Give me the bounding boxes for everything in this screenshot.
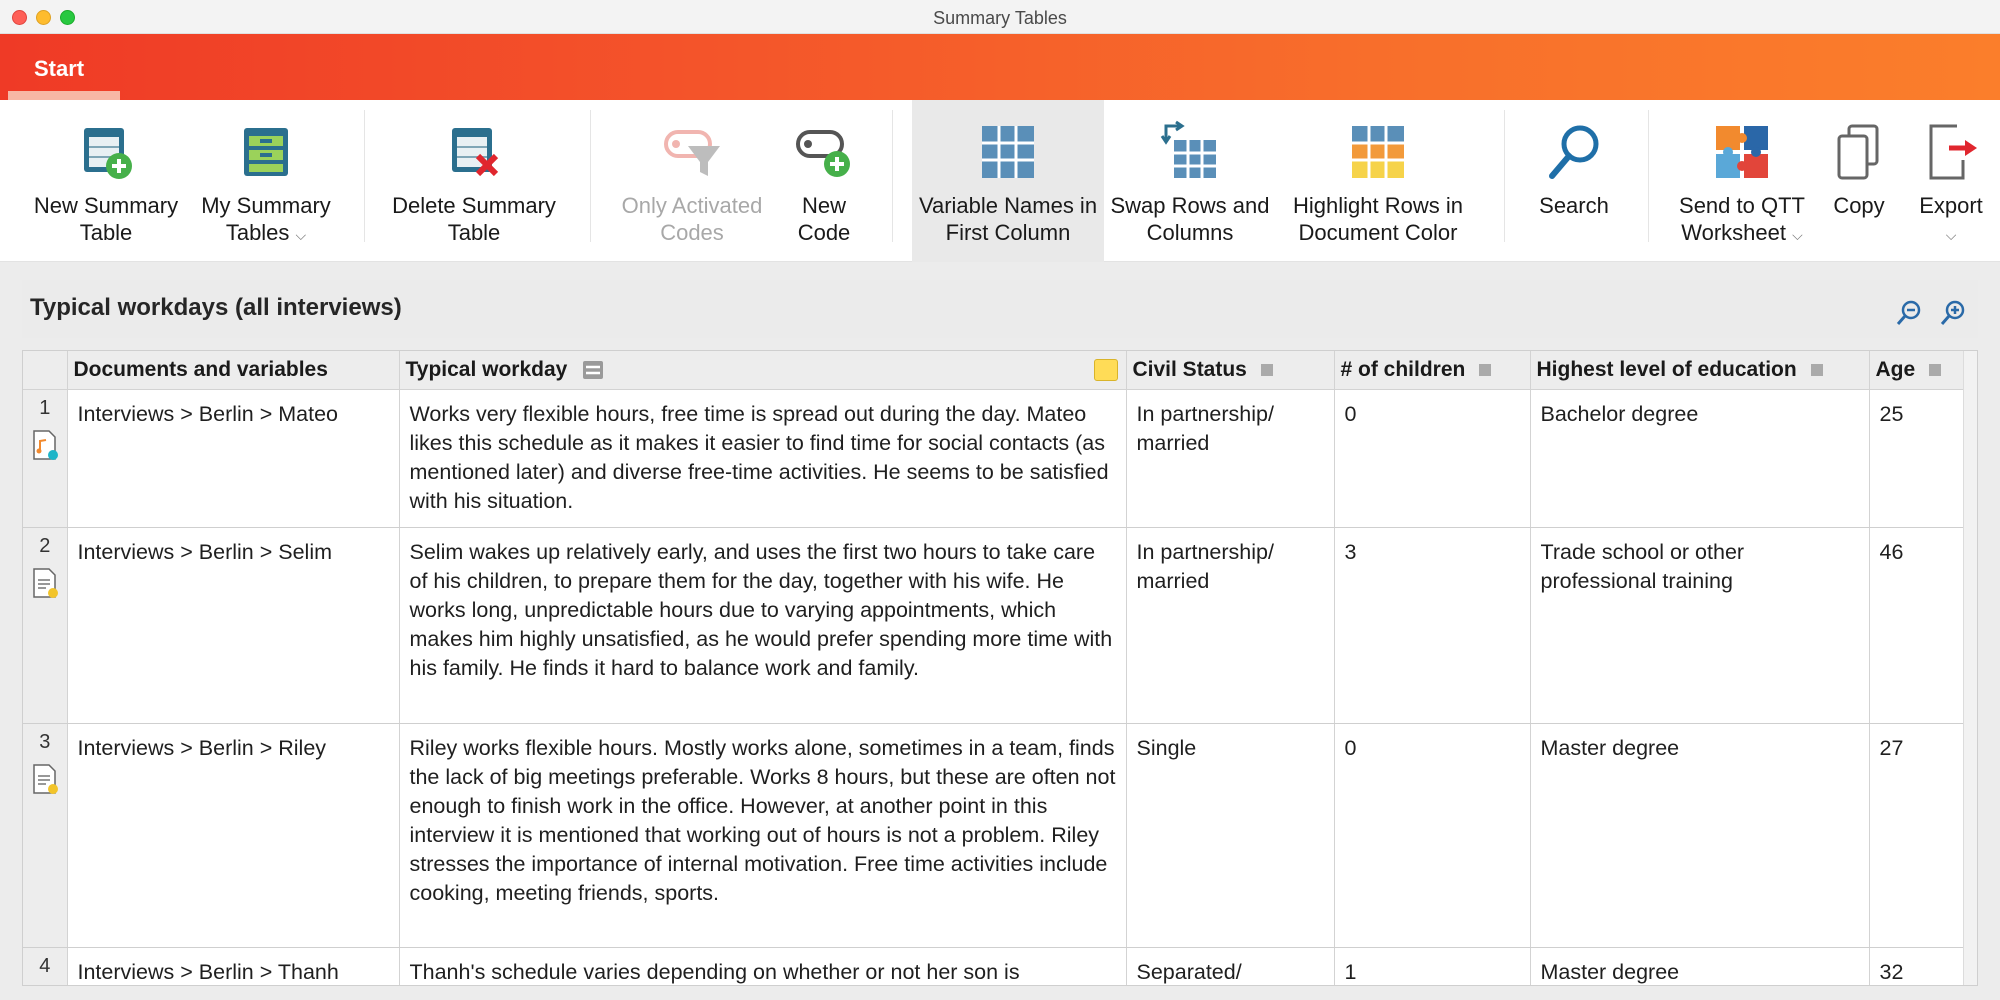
swap-rows-label-2: Columns xyxy=(1146,220,1234,245)
age-cell: 46 xyxy=(1869,527,1967,723)
column-header-label: Highest level of education xyxy=(1536,357,1797,381)
audio-document-icon xyxy=(31,429,59,461)
search-label: Search xyxy=(1539,193,1609,218)
document-cell: Interviews > Berlin > Mateo xyxy=(67,389,399,527)
summary-table xyxy=(22,350,1978,986)
tab-start[interactable] xyxy=(8,34,120,100)
my-summary-tables-label-1: My Summary xyxy=(201,193,331,218)
workday-summary-cell[interactable]: Thanh's schedule varies depending on whether or not her son is xyxy=(399,947,1126,986)
chevron-down-icon: ⌵ xyxy=(1792,227,1803,243)
export-icon xyxy=(1919,120,1983,184)
children-cell: 1 xyxy=(1334,947,1530,986)
tab-active-indicator xyxy=(8,91,120,100)
my-tables-icon xyxy=(234,120,298,184)
age-cell: 32 xyxy=(1869,947,1967,986)
highlight-rows-label-1: Highlight Rows in xyxy=(1293,193,1463,218)
export-button[interactable] xyxy=(1906,100,1996,262)
my-summary-tables-label-2: Tables xyxy=(225,220,290,245)
row-number-cell xyxy=(23,723,67,947)
civil-status-cell: Separated/ xyxy=(1126,947,1334,986)
text-document-icon xyxy=(31,763,59,795)
variable-names-label-2: First Column xyxy=(945,220,1071,245)
table-grid-icon xyxy=(976,120,1040,184)
column-header-civil-status[interactable] xyxy=(1126,351,1334,389)
export-label: Export xyxy=(1919,193,1983,218)
search-button[interactable] xyxy=(1528,100,1620,262)
age-cell: 27 xyxy=(1869,723,1967,947)
table-row[interactable] xyxy=(23,527,1967,723)
row-number: 4 xyxy=(39,954,51,977)
education-cell: Master degree xyxy=(1530,947,1869,986)
workday-summary-cell[interactable]: Riley works flexible hours. Mostly works alone, sometimes in a team, finds the lack of big meetings preferable. Works 8 hours, but these are often not enough to finish work in the office. However, at another point in this interview it is mentioned that working out of hours is not a problem. Riley stresses the importance of internal motivation. Free time activities include cooking, meeting friends, sports. xyxy=(399,723,1126,947)
summary-table-area xyxy=(0,262,2000,1000)
title-bar xyxy=(0,0,2000,34)
row-number-cell xyxy=(23,947,67,986)
table-row[interactable] xyxy=(23,947,1967,986)
row-number: 2 xyxy=(39,534,51,557)
civil-status-cell: Single xyxy=(1126,723,1334,947)
new-code-button[interactable] xyxy=(780,100,868,262)
highlight-table-icon xyxy=(1346,120,1410,184)
document-cell: Interviews > Berlin > Riley xyxy=(67,723,399,947)
row-number: 3 xyxy=(39,730,51,753)
row-number-cell xyxy=(23,527,67,723)
column-header-label: Civil Status xyxy=(1132,357,1247,381)
puzzle-icon xyxy=(1710,120,1774,184)
new-table-icon xyxy=(74,120,138,184)
send-to-qtt-button[interactable] xyxy=(1664,100,1820,262)
table-header-row xyxy=(23,351,1967,389)
children-cell: 3 xyxy=(1334,527,1530,723)
send-qtt-label-2: Worksheet xyxy=(1681,220,1786,245)
education-cell: Trade school or other professional training xyxy=(1530,527,1869,723)
copy-button[interactable] xyxy=(1822,100,1896,262)
new-code-icon xyxy=(792,120,856,184)
swap-rows-label-1: Swap Rows and xyxy=(1110,193,1270,218)
data-table xyxy=(23,351,1968,986)
document-cell: Interviews > Berlin > Thanh xyxy=(67,947,399,986)
new-summary-table-label-1: New Summary xyxy=(33,193,179,218)
row-number-cell xyxy=(23,389,67,527)
my-summary-tables-button[interactable] xyxy=(192,100,340,262)
variable-icon xyxy=(1261,364,1273,376)
chevron-down-icon: ⌵ xyxy=(1945,227,1957,243)
variable-icon xyxy=(1811,364,1823,376)
row-number-header xyxy=(23,351,67,389)
document-cell: Interviews > Berlin > Selim xyxy=(67,527,399,723)
variable-names-label-1: Variable Names in xyxy=(918,193,1098,218)
column-header-age[interactable] xyxy=(1869,351,1967,389)
delete-table-icon xyxy=(442,120,506,184)
table-row[interactable] xyxy=(23,389,1967,527)
new-summary-table-button[interactable] xyxy=(22,100,190,262)
summary-column-icon xyxy=(581,358,605,382)
ribbon-tab-bar xyxy=(0,34,2000,100)
window-title: Summary Tables xyxy=(933,8,1067,28)
zoom-out-icon[interactable] xyxy=(1894,298,1924,328)
only-activated-codes-label-1: Only Activated xyxy=(621,193,763,218)
toolbar-separator xyxy=(892,110,893,242)
ribbon-toolbar xyxy=(0,100,2000,262)
toolbar-separator xyxy=(1648,110,1649,242)
education-cell: Bachelor degree xyxy=(1530,389,1869,527)
delete-summary-table-button[interactable] xyxy=(380,100,568,262)
new-code-label-1: New xyxy=(801,193,846,218)
column-header-label: Documents and variables xyxy=(73,357,328,381)
column-header-label: Typical workday xyxy=(405,357,568,381)
column-header-education[interactable] xyxy=(1530,351,1869,389)
chevron-down-icon: ⌵ xyxy=(295,227,307,243)
tab-start-label: Start xyxy=(34,56,85,81)
age-cell: 25 xyxy=(1869,389,1967,527)
variable-icon xyxy=(1479,364,1491,376)
swap-rows-columns-button[interactable] xyxy=(1106,100,1274,262)
civil-status-cell: In partnership/ married xyxy=(1126,389,1334,527)
workday-summary-cell[interactable]: Works very flexible hours, free time is spread out during the day. Mateo likes this schedule as it makes it easier to find time for social contacts (as mentioned later) and diverse free-time activities. He seems to be satisfied with his situation. xyxy=(399,389,1126,527)
children-cell: 0 xyxy=(1334,723,1530,947)
zoom-in-icon[interactable] xyxy=(1938,298,1968,328)
toolbar-separator xyxy=(1504,110,1505,242)
vertical-scrollbar[interactable] xyxy=(1963,351,1977,986)
column-header-label: # of children xyxy=(1340,357,1466,381)
column-header-docs[interactable] xyxy=(67,351,399,389)
swap-icon xyxy=(1158,120,1222,184)
workday-summary-cell[interactable]: Selim wakes up relatively early, and uses the first two hours to take care of his children, to prepare them for the day, together with his wife. He works long, unpredictable hours due to varying appointments, which makes him highly unsatisfied, as he would prefer spending more time with his family. He finds it hard to balance work and family. xyxy=(399,527,1126,723)
toolbar-separator xyxy=(590,110,591,242)
search-icon xyxy=(1542,120,1606,184)
only-activated-codes-button[interactable] xyxy=(608,100,776,262)
variable-names-first-column-button[interactable] xyxy=(912,100,1104,262)
civil-status-cell: In partnership/ married xyxy=(1126,527,1334,723)
children-cell: 0 xyxy=(1334,389,1530,527)
highlight-rows-label-2: Document Color xyxy=(1298,220,1458,245)
table-row[interactable] xyxy=(23,723,1967,947)
delete-summary-table-label-1: Delete Summary xyxy=(392,193,556,218)
panel-header xyxy=(22,280,1978,338)
new-code-label-2: Code xyxy=(797,220,851,245)
delete-summary-table-label-2: Table xyxy=(447,220,501,245)
variable-icon xyxy=(1929,364,1941,376)
column-header-label: Age xyxy=(1875,357,1916,381)
highlight-rows-button[interactable] xyxy=(1280,100,1476,262)
memo-icon[interactable] xyxy=(1094,359,1118,381)
education-cell: Master degree xyxy=(1530,723,1869,947)
column-header-children[interactable] xyxy=(1334,351,1530,389)
send-qtt-label-1: Send to QTT xyxy=(1679,193,1805,218)
text-document-icon xyxy=(31,567,59,599)
column-header-workday[interactable] xyxy=(399,351,1126,389)
page-title: Typical workdays (all interviews) xyxy=(30,294,402,321)
copy-label: Copy xyxy=(1833,193,1885,218)
new-summary-table-label-2: Table xyxy=(79,220,133,245)
filter-codes-icon xyxy=(660,120,724,184)
row-number: 1 xyxy=(39,396,51,419)
only-activated-codes-label-2: Codes xyxy=(660,220,724,245)
copy-icon xyxy=(1827,120,1891,184)
toolbar-separator xyxy=(364,110,365,242)
